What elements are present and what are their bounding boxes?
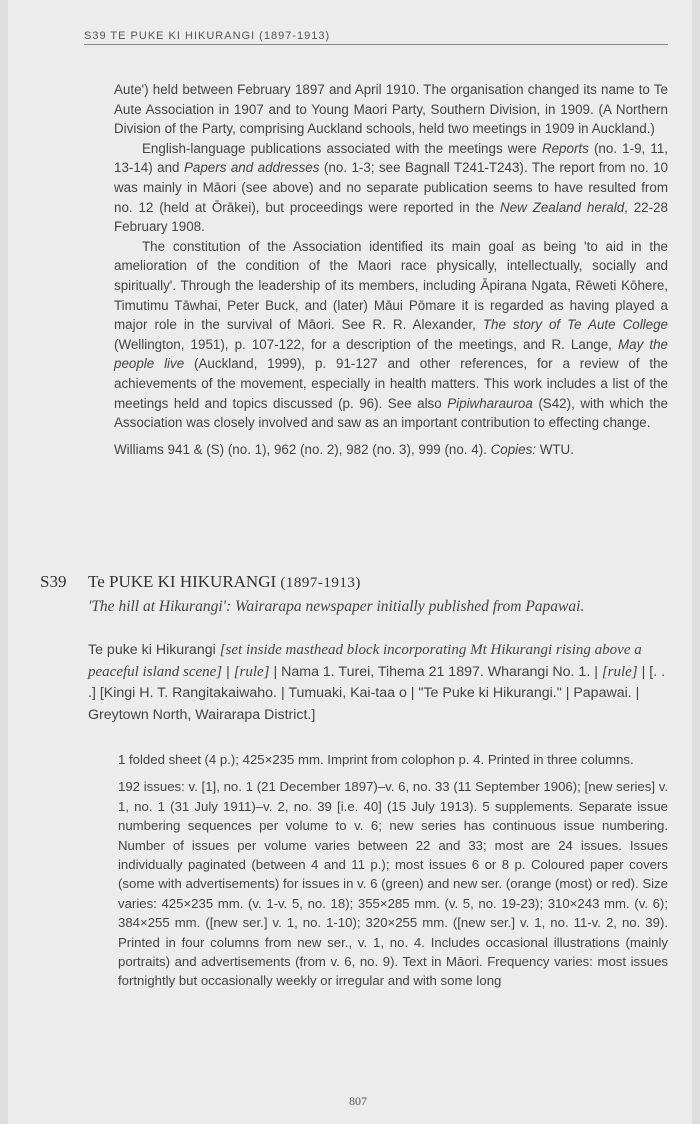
transcription-text: | [. . .] [Kingi H. T. Rangitakaiwaho. | Tumuaki, Kai-taa o | "Te Puke ki Hikurangi." | Papawai. | Greytown North, Wairarapa District.] bbox=[88, 663, 666, 723]
page-number: 807 bbox=[349, 1094, 367, 1108]
title-reference: Papers and addresses bbox=[183, 160, 320, 176]
entry-number: S39 bbox=[40, 572, 67, 591]
copies-text: Williams 941 & (S) (no. 1), 962 (no. 2), 982 (no. 3), 999 (no. 4). bbox=[114, 441, 491, 457]
paragraph bbox=[114, 80, 668, 139]
paragraph-text: The constitution of the Association identified its main goal as being 'to aid in the amelioration of the condition of the Maori race physically, intellectually, socially and spiritually'. Through the leadership of its members, including Āpirana Ngata, Rēweti Kōhere, Timutimu Tāwhai, Peter Buck, and (later) Māui Pōmare it is regarded as having played a major role in the survival of Māori. See R. R. Alexander, bbox=[114, 238, 668, 333]
copies-note bbox=[114, 440, 668, 460]
paragraph-text: (no. 1-9, 11, 13-14) and bbox=[114, 140, 668, 176]
title-reference: The story of Te Aute College bbox=[482, 317, 668, 333]
title-reference: May the people live bbox=[114, 336, 668, 372]
entry-subtitle: 'The hill at Hikurangi': Wairarapa newspaper initially published from Papawai. bbox=[88, 598, 585, 615]
paragraph-text: (S42), with which the Association was closely involved and saw as an important contribution to effecting change. bbox=[114, 395, 669, 431]
entry-heading bbox=[40, 571, 670, 594]
paragraph bbox=[114, 139, 668, 237]
continuation-text bbox=[114, 80, 668, 459]
copies-label: Copies: bbox=[490, 441, 536, 457]
transcription-note: [rule] bbox=[233, 663, 270, 680]
paragraph-text: English-language publications associated with the meetings were bbox=[142, 140, 542, 156]
entry-title: Te PUKE KI HIKURANGI bbox=[88, 572, 277, 591]
title-transcription bbox=[88, 640, 670, 726]
transcription-note: [set inside masthead block incorporating Mt Hikurangi rising above a peaceful island scene] bbox=[88, 642, 642, 680]
transcription-text: | bbox=[222, 663, 234, 680]
paragraph-text: (Auckland, 1999), p. 91-127 and other references, for a review of the achievements of the movement, especially in health matters. This work includes a list of the meetings held and topics discussed (p. 96). See also bbox=[114, 356, 668, 411]
entry-dates: (1897-1913) bbox=[280, 575, 361, 591]
paragraph-text: Aute') held between February 1897 and April 1910. The organisation changed its name to Te Aute Association in 1907 and to Young Maori Party, Southern Division, in 1909. (A Northern Division of the Party, comprising Auckland schools, held two meetings in 1909 in Auckland.) bbox=[114, 82, 668, 137]
title-reference: Pipiwharauroa bbox=[447, 395, 533, 411]
book-page bbox=[8, 0, 692, 1124]
copies-text: WTU. bbox=[536, 441, 574, 457]
paragraph-text: , 22-28 February 1908. bbox=[114, 199, 668, 235]
paragraph-text: (Wellington, 1951), p. 107-122, for a description of the meetings, and R. Lange, bbox=[114, 336, 618, 352]
transcription-text: | Nama 1. Turei, Tihema 21 1897. Wharangi No. 1. | bbox=[269, 663, 602, 680]
issue-notes: 192 issues: v. [1], no. 1 (21 December 1897)–v. 6, no. 33 (11 September 1906); [new series] v. 1, no. 1 (31 July 1911)–v. 2, no. 39 [i.e. 40] (15 July 1913). 5 supplements. Separate issue numbering sequences per volume to v. 6; new series has continuous issue numbering. Number of issues per volume varies between 22 and 33; most are 24 issues. Issues individually paginated (between 4 and 11 p.); most issues 6 or 8 p. Coloured paper covers (some with advertisements) for issues in v. 6 (green) and new ser. (orange (most) or red). Size varies: 425×235 mm. (v. 1-v. 5, no. 18); 355×285 mm. (v. 5, no. 19-23); 310×243 mm. (v. 6); 384×255 mm. ([new ser.] v. 1, no. 1-10); 320×255 mm. ([new ser.] v. 1, no. 11-v. 2, no. 39). Printed in four columns from new ser., v. 1, no. 4. Includes occasional illustrations (mainly portraits) and advertisements (from v. 6, no. 9). Text in Māori. Frequency varies: most issues fortnightly but occasionally weekly or irregular and with some long bbox=[118, 779, 668, 989]
paragraph bbox=[114, 237, 668, 433]
running-head: S39 TE PUKE KI HIKURANGI (1897-1913) bbox=[84, 30, 668, 45]
transcription-note: [rule] bbox=[601, 663, 638, 680]
title-reference: New Zealand herald bbox=[500, 199, 625, 215]
collation: 1 folded sheet (4 p.); 425×235 mm. Imprint from colophon p. 4. Printed in three columns. bbox=[118, 752, 634, 767]
physical-description bbox=[118, 750, 668, 991]
title-reference: Reports bbox=[541, 140, 589, 156]
transcription-text: Te puke ki Hikurangi bbox=[88, 642, 220, 658]
paragraph-text: (no. 1-3; see Bagnall T241-T243). The report from no. 10 was mainly in Māori (see above) and no separate publication seems to have resulted from no. 12 (held at Ōrākei), but proceedings were reported in the bbox=[114, 160, 668, 215]
